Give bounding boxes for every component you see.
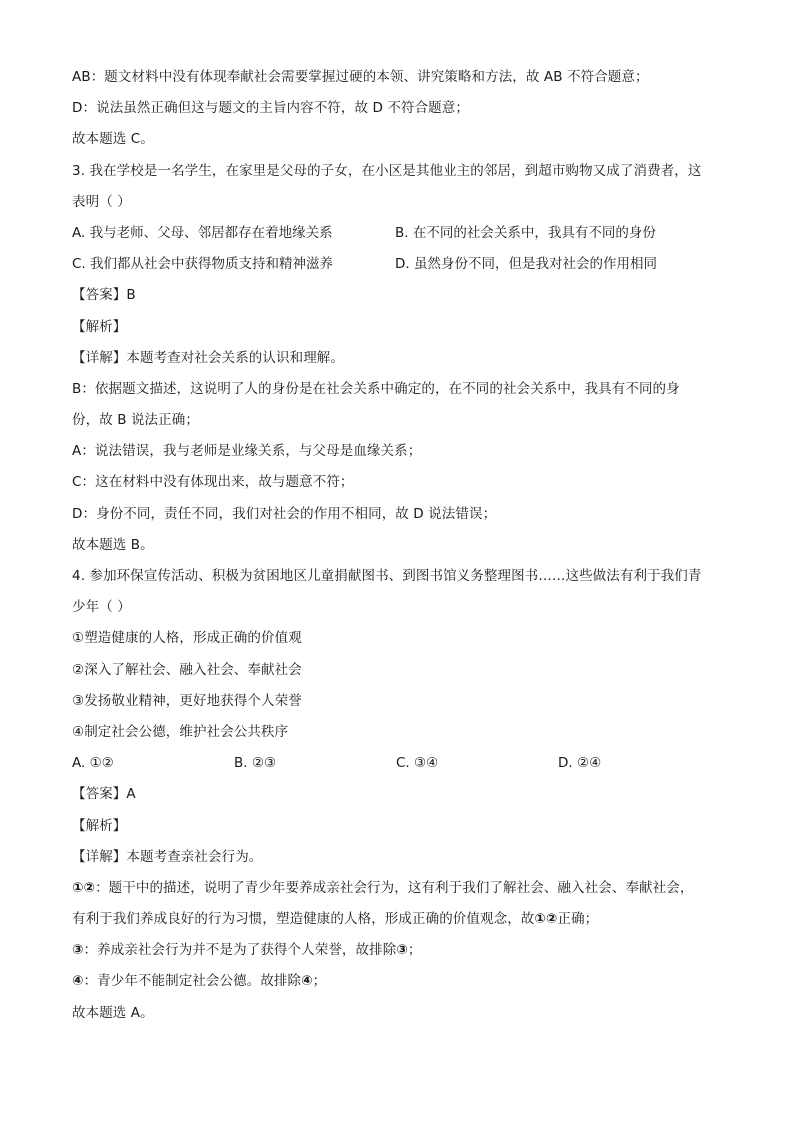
q4-option-d: D. ②④ bbox=[558, 755, 602, 772]
q4-item-2: ②深入了解社会、融入社会、奉献社会 bbox=[72, 661, 302, 678]
q3-answer: 【答案】B bbox=[72, 287, 136, 304]
document-page bbox=[72, 62, 722, 1029]
q4-options-row bbox=[72, 748, 722, 779]
q4-explanation-12-text: ：题干中的描述，说明了青少年要养成亲社会行为，这有利于我们了解社会、融入社会、奉献社会， bbox=[95, 879, 694, 896]
q3-analysis-label: 【解析】 bbox=[72, 318, 127, 335]
q4-explanation-4 bbox=[72, 966, 722, 997]
q4-marker-3-inline: ③ bbox=[396, 942, 408, 959]
q4-option-a: A. ①② bbox=[72, 755, 114, 772]
q4-explanation-12-end: 正确； bbox=[557, 911, 599, 928]
q3-option-b: B. 在不同的社会关系中，我具有不同的身份 bbox=[395, 224, 656, 241]
q3-c-explanation: C：这在材料中没有体现出来，故与题意不符； bbox=[72, 474, 354, 491]
q4-marker-12-inline: ①② bbox=[534, 911, 558, 928]
q3-d-explanation: D：身份不同，责任不同，我们对社会的作用不相同，故 D 说法错误； bbox=[72, 505, 497, 522]
q3-options-row1 bbox=[72, 218, 722, 249]
q3-stem-line2: 表明（ ） bbox=[72, 193, 131, 210]
q4-explanation-12-text2: 有利于我们养成良好的行为习惯，塑造健康的人格，形成正确的价值观念，故 bbox=[72, 911, 535, 928]
q4-marker-4-inline: ④ bbox=[301, 973, 313, 990]
q4-explanation-4-text: ：青少年不能制定社会公德。故排除 bbox=[83, 973, 302, 990]
q3-options-row2 bbox=[72, 249, 722, 280]
q4-analysis-label: 【解析】 bbox=[72, 817, 127, 834]
q3-b-explanation-line1: B：依据题文描述，这说明了人的身份是在社会关系中确定的，在不同的社会关系中，我具有不同的身 bbox=[72, 380, 680, 397]
q3-option-d: D. 虽然身份不同，但是我对社会的作用相同 bbox=[395, 256, 657, 273]
q3-option-a: A. 我与老师、父母、邻居都存在着地缘关系 bbox=[72, 224, 333, 241]
q4-marker-4: ④ bbox=[72, 973, 84, 990]
q4-stem-line1: 4. 参加环保宣传活动、积极为贫困地区儿童捐献图书、到图书馆义务整理图书……这些做法有利于我们青 bbox=[72, 568, 702, 584]
q4-explanation-12-line1 bbox=[72, 873, 722, 904]
q4-explanation-3-text: ：养成亲社会行为并不是为了获得个人荣誉，故排除 bbox=[83, 942, 397, 959]
q4-item-1: ①塑造健康的人格，形成正确的价值观 bbox=[72, 630, 302, 647]
q3-option-c: C. 我们都从社会中获得物质支持和精神滋养 bbox=[72, 256, 334, 273]
q3-stem-line1: 3. 我在学校是一名学生，在家里是父母的子女，在小区是其他业主的邻居，到超市购物又成了消费者，这 bbox=[72, 162, 702, 179]
q4-item-4: ④制定社会公德，维护社会公共秩序 bbox=[72, 723, 289, 740]
q3-a-explanation: A：说法错误，我与老师是业缘关系，与父母是血缘关系； bbox=[72, 443, 422, 460]
q4-explanation-3-end: ； bbox=[407, 942, 422, 959]
q4-stem-line2: 少年（ ） bbox=[72, 599, 131, 616]
q4-option-c: C. ③④ bbox=[396, 755, 439, 772]
q2-ab-explanation: AB：题文材料中没有体现奉献社会需要掌握过硬的本领、讲究策略和方法，故 AB 不符合题意； bbox=[72, 69, 649, 85]
q4-explanation-4-end: ； bbox=[312, 973, 327, 990]
q4-item-3: ③发扬敬业精神，更好地获得个人荣誉 bbox=[72, 692, 302, 709]
q2-conclusion: 故本题选 C。 bbox=[72, 131, 154, 148]
q4-answer: 【答案】A bbox=[72, 786, 136, 803]
q2-d-explanation: D：说法虽然正确但这与题文的主旨内容不符，故 D 不符合题意； bbox=[72, 100, 469, 117]
q3-conclusion: 故本题选 B。 bbox=[72, 536, 154, 553]
q4-marker-12: ①② bbox=[72, 879, 96, 896]
q3-b-explanation-line2: 份，故 B 说法正确； bbox=[72, 412, 199, 429]
q4-explanation-12-line2 bbox=[72, 904, 722, 935]
q4-explanation-3 bbox=[72, 935, 722, 966]
q4-conclusion: 故本题选 A。 bbox=[72, 1004, 154, 1021]
q3-detail: 【详解】本题考查对社会关系的认识和理解。 bbox=[72, 349, 344, 366]
q4-marker-3: ③ bbox=[72, 942, 84, 959]
q4-option-b: B. ②③ bbox=[234, 755, 277, 772]
q4-detail: 【详解】本题考查亲社会行为。 bbox=[72, 848, 263, 865]
